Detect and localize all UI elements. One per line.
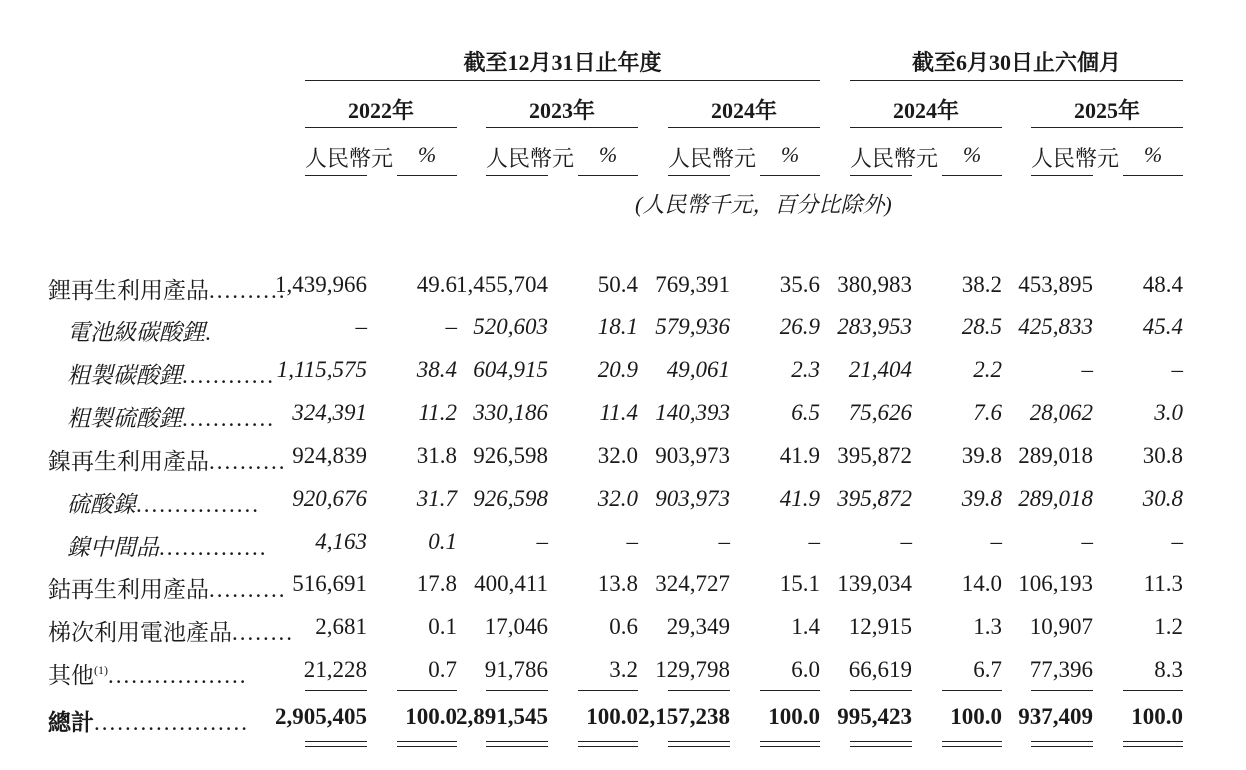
year-rule bbox=[668, 127, 820, 128]
footnote-marker: (1) bbox=[94, 663, 108, 677]
unit-rule bbox=[760, 175, 820, 176]
amount-cell: 28,062 bbox=[1029, 400, 1093, 425]
amount-cell: 77,396 bbox=[1029, 657, 1093, 682]
subtotal-rule bbox=[486, 690, 548, 691]
row-label-text: 電池級碳酸鋰 bbox=[67, 320, 205, 345]
row-label-text: 其他 bbox=[48, 663, 94, 688]
percent-cell: 38.2 bbox=[961, 272, 1002, 297]
amount-cell: 140,393 bbox=[655, 400, 730, 425]
row-label-text: 鋰再生利用產品 bbox=[48, 278, 209, 303]
total-double-rule bbox=[305, 741, 367, 747]
amount-cell: – bbox=[1081, 529, 1093, 554]
total-double-rule bbox=[397, 741, 457, 747]
percent-cell: 32.0 bbox=[597, 443, 638, 468]
unit-rule bbox=[1031, 175, 1093, 176]
unit-rule bbox=[942, 175, 1002, 176]
percent-cell: – bbox=[990, 529, 1002, 554]
percent-cell: – bbox=[808, 529, 820, 554]
unit-rule bbox=[668, 175, 730, 176]
amount-cell: 4,163 bbox=[315, 529, 367, 554]
percent-cell: 14.0 bbox=[961, 571, 1002, 596]
percent-cell: 41.9 bbox=[779, 443, 820, 468]
unit-amount-header: 人民幣元 bbox=[486, 146, 575, 171]
percent-cell: 11.2 bbox=[418, 400, 457, 425]
leader-dots: .................. bbox=[108, 663, 248, 688]
amount-cell: 516,691 bbox=[292, 571, 367, 596]
percent-cell: 2.2 bbox=[973, 357, 1002, 382]
row-label bbox=[48, 272, 287, 305]
row-label bbox=[48, 704, 249, 737]
amount-cell: – bbox=[1081, 357, 1093, 382]
unit-percent-header: % bbox=[417, 142, 437, 167]
percent-cell: 17.8 bbox=[416, 571, 457, 596]
amount-cell: 395,872 bbox=[837, 443, 912, 468]
row-label-text: 鈷再生利用產品 bbox=[48, 577, 209, 602]
percent-cell: 11.3 bbox=[1143, 571, 1183, 596]
amount-cell: 400,411 bbox=[474, 571, 548, 596]
header-fiscal-year: 截至12月31日止年度 bbox=[463, 50, 662, 75]
row-label bbox=[67, 400, 275, 433]
total-double-rule bbox=[1031, 741, 1093, 747]
amount-cell: 2,891,545 bbox=[456, 704, 548, 729]
row-label bbox=[67, 529, 268, 562]
percent-cell: 49.6 bbox=[416, 272, 457, 297]
amount-cell: – bbox=[355, 314, 367, 339]
amount-cell: 289,018 bbox=[1018, 443, 1093, 468]
amount-cell: 924,839 bbox=[292, 443, 367, 468]
percent-cell: 0.1 bbox=[428, 529, 457, 554]
amount-cell: 395,872 bbox=[837, 486, 912, 511]
percent-cell: 31.7 bbox=[416, 486, 457, 511]
amount-cell: 425,833 bbox=[1018, 314, 1093, 339]
header-rule-fiscal-year bbox=[305, 80, 820, 81]
amount-cell: 920,676 bbox=[292, 486, 367, 511]
amount-cell: 903,973 bbox=[655, 486, 730, 511]
percent-cell: 39.8 bbox=[961, 486, 1002, 511]
amount-cell: 66,619 bbox=[848, 657, 912, 682]
percent-cell: 1.4 bbox=[791, 614, 820, 639]
amount-cell: – bbox=[536, 529, 548, 554]
total-double-rule bbox=[942, 741, 1002, 747]
amount-cell: – bbox=[900, 529, 912, 554]
amount-cell: 10,907 bbox=[1029, 614, 1093, 639]
amount-cell: 1,115,575 bbox=[276, 357, 367, 382]
amount-cell: 903,973 bbox=[655, 443, 730, 468]
total-double-rule bbox=[850, 741, 912, 747]
unit-rule bbox=[305, 175, 367, 176]
percent-cell: 30.8 bbox=[1142, 443, 1183, 468]
row-label-text: 鎳再生利用產品 bbox=[48, 449, 209, 474]
header-rule-six-months bbox=[850, 80, 1183, 81]
percent-cell: 6.0 bbox=[791, 657, 820, 682]
unit-amount-header: 人民幣元 bbox=[850, 146, 939, 171]
subtotal-rule bbox=[1123, 690, 1183, 691]
subtotal-rule bbox=[942, 690, 1002, 691]
amount-cell: 324,727 bbox=[655, 571, 730, 596]
row-label bbox=[48, 657, 248, 690]
unit-rule bbox=[486, 175, 548, 176]
unit-rule bbox=[578, 175, 638, 176]
percent-cell: 100.0 bbox=[405, 704, 457, 729]
percent-cell: 13.8 bbox=[597, 571, 638, 596]
percent-cell: 6.7 bbox=[973, 657, 1002, 682]
percent-cell: 11.4 bbox=[599, 400, 638, 425]
percent-cell: 100.0 bbox=[1131, 704, 1183, 729]
year-rule bbox=[486, 127, 638, 128]
leader-dots: . bbox=[205, 320, 213, 345]
amount-cell: 453,895 bbox=[1018, 272, 1093, 297]
unit-percent-header: % bbox=[962, 142, 982, 167]
year-header: 2025年 bbox=[1073, 98, 1140, 123]
percent-cell: 7.6 bbox=[973, 400, 1002, 425]
amount-cell: – bbox=[718, 529, 730, 554]
amount-cell: 324,391 bbox=[292, 400, 367, 425]
percent-cell: – bbox=[1171, 529, 1183, 554]
year-rule bbox=[305, 127, 457, 128]
year-header: 2024年 bbox=[892, 98, 959, 123]
leader-dots: .................... bbox=[94, 710, 249, 735]
percent-cell: 100.0 bbox=[950, 704, 1002, 729]
amount-cell: 769,391 bbox=[655, 272, 730, 297]
percent-cell: 50.4 bbox=[597, 272, 638, 297]
subtotal-rule bbox=[760, 690, 820, 691]
leader-dots: .......... bbox=[209, 449, 287, 474]
row-label-text: 粗製碳酸鋰 bbox=[67, 363, 182, 388]
percent-cell: – bbox=[1171, 357, 1183, 382]
amount-cell: 926,598 bbox=[473, 443, 548, 468]
percent-cell: 20.9 bbox=[597, 357, 638, 382]
unit-percent-header: % bbox=[780, 142, 800, 167]
amount-cell: 926,598 bbox=[473, 486, 548, 511]
unit-percent-header: % bbox=[598, 142, 618, 167]
amount-cell: 937,409 bbox=[1018, 704, 1093, 729]
percent-cell: 0.1 bbox=[428, 614, 457, 639]
amount-cell: 380,983 bbox=[837, 272, 912, 297]
amount-cell: 330,186 bbox=[473, 400, 548, 425]
amount-cell: 520,603 bbox=[473, 314, 548, 339]
unit-amount-header: 人民幣元 bbox=[1031, 146, 1120, 171]
row-label bbox=[67, 357, 275, 390]
total-double-rule bbox=[578, 741, 638, 747]
percent-cell: 15.1 bbox=[779, 571, 820, 596]
amount-cell: 129,798 bbox=[655, 657, 730, 682]
leader-dots: .............. bbox=[159, 535, 268, 560]
percent-cell: 2.3 bbox=[791, 357, 820, 382]
header-six-months: 截至6月30日止六個月 bbox=[911, 50, 1121, 75]
amount-cell: 289,018 bbox=[1018, 486, 1093, 511]
leader-dots: .......... bbox=[209, 278, 287, 303]
percent-cell: 3.2 bbox=[609, 657, 638, 682]
row-label-text: 鎳中間品 bbox=[67, 535, 159, 560]
total-double-rule bbox=[760, 741, 820, 747]
amount-cell: 49,061 bbox=[666, 357, 730, 382]
percent-cell: 31.8 bbox=[416, 443, 457, 468]
amount-cell: 2,157,238 bbox=[638, 704, 730, 729]
percent-cell: 18.1 bbox=[597, 314, 638, 339]
amount-cell: 1,439,966 bbox=[275, 272, 367, 297]
amount-cell: 579,936 bbox=[655, 314, 730, 339]
year-header: 2024年 bbox=[710, 98, 777, 123]
percent-cell: 3.0 bbox=[1154, 400, 1183, 425]
percent-cell: 100.0 bbox=[586, 704, 638, 729]
amount-cell: 106,193 bbox=[1018, 571, 1093, 596]
unit-percent-header: % bbox=[1143, 142, 1163, 167]
amount-cell: 1,455,704 bbox=[456, 272, 548, 297]
row-label-text: 粗製硫酸鋰 bbox=[67, 406, 182, 431]
amount-cell: 21,404 bbox=[848, 357, 912, 382]
percent-cell: 1.3 bbox=[973, 614, 1002, 639]
leader-dots: ............ bbox=[182, 363, 275, 388]
percent-cell: 100.0 bbox=[768, 704, 820, 729]
percent-cell: 32.0 bbox=[597, 486, 638, 511]
total-double-rule bbox=[1123, 741, 1183, 747]
unit-amount-header: 人民幣元 bbox=[668, 146, 757, 171]
unit-rule bbox=[850, 175, 912, 176]
unit-amount-header: 人民幣元 bbox=[305, 146, 394, 171]
year-header: 2023年 bbox=[528, 98, 595, 123]
amount-cell: 2,681 bbox=[315, 614, 367, 639]
percent-cell: 30.8 bbox=[1142, 486, 1183, 511]
subtotal-rule bbox=[305, 690, 367, 691]
percent-cell: 39.8 bbox=[961, 443, 1002, 468]
year-rule bbox=[850, 127, 1002, 128]
subtotal-rule bbox=[1031, 690, 1093, 691]
leader-dots: ........ bbox=[232, 620, 294, 645]
unit-rule bbox=[397, 175, 457, 176]
amount-cell: 17,046 bbox=[484, 614, 548, 639]
row-label-text: 總計 bbox=[48, 710, 94, 735]
percent-cell: – bbox=[445, 314, 457, 339]
percent-cell: 26.9 bbox=[779, 314, 820, 339]
row-label bbox=[67, 486, 260, 519]
amount-cell: 75,626 bbox=[848, 400, 912, 425]
row-label-text: 梯次利用電池產品 bbox=[48, 620, 232, 645]
subtotal-rule bbox=[850, 690, 912, 691]
amount-cell: 91,786 bbox=[484, 657, 548, 682]
subtotal-rule bbox=[668, 690, 730, 691]
year-rule bbox=[1031, 127, 1183, 128]
percent-cell: 38.4 bbox=[416, 357, 457, 382]
unit-rule bbox=[1123, 175, 1183, 176]
row-label bbox=[48, 571, 287, 604]
percent-cell: 45.4 bbox=[1142, 314, 1183, 339]
amount-cell: 139,034 bbox=[837, 571, 912, 596]
row-label bbox=[48, 614, 294, 647]
percent-cell: 28.5 bbox=[961, 314, 1002, 339]
total-double-rule bbox=[486, 741, 548, 747]
amount-cell: 995,423 bbox=[837, 704, 912, 729]
percent-cell: 8.3 bbox=[1154, 657, 1183, 682]
amount-cell: 29,349 bbox=[666, 614, 730, 639]
total-double-rule bbox=[668, 741, 730, 747]
leader-dots: ............ bbox=[182, 406, 275, 431]
percent-cell: 35.6 bbox=[779, 272, 820, 297]
row-label bbox=[67, 314, 213, 347]
amount-cell: 283,953 bbox=[837, 314, 912, 339]
percent-cell: 48.4 bbox=[1142, 272, 1183, 297]
percent-cell: 0.6 bbox=[609, 614, 638, 639]
percent-cell: 41.9 bbox=[779, 486, 820, 511]
amount-cell: 12,915 bbox=[848, 614, 912, 639]
subtotal-rule bbox=[578, 690, 638, 691]
percent-cell: – bbox=[626, 529, 638, 554]
year-header: 2022年 bbox=[347, 98, 414, 123]
row-label-text: 硫酸鎳 bbox=[67, 492, 136, 517]
amount-cell: 2,905,405 bbox=[275, 704, 367, 729]
percent-cell: 0.7 bbox=[428, 657, 457, 682]
row-label bbox=[48, 443, 287, 476]
unit-note: (人民幣千元，百分比除外) bbox=[635, 192, 892, 217]
amount-cell: 21,228 bbox=[303, 657, 367, 682]
leader-dots: ................ bbox=[136, 492, 260, 517]
percent-cell: 6.5 bbox=[791, 400, 820, 425]
subtotal-rule bbox=[397, 690, 457, 691]
amount-cell: 604,915 bbox=[473, 357, 548, 382]
leader-dots: .......... bbox=[209, 577, 287, 602]
percent-cell: 1.2 bbox=[1154, 614, 1183, 639]
